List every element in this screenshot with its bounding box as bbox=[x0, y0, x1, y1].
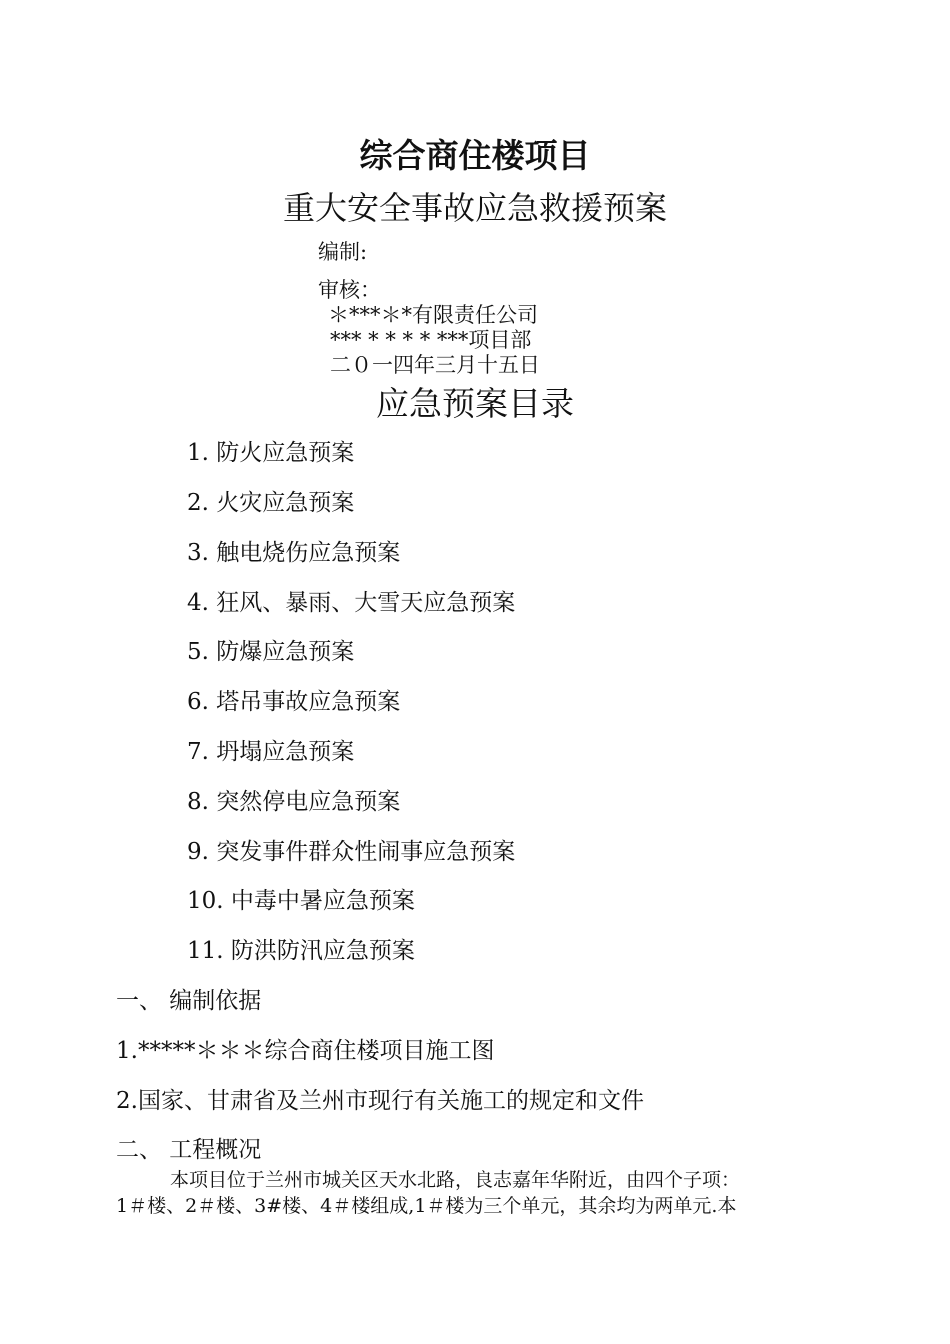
toc-item: 1. 防火应急预案 bbox=[187, 440, 355, 466]
section-item: 2.国家、甘肃省及兰州市现行有关施工的规定和文件 bbox=[116, 1088, 644, 1114]
toc-item: 2. 火灾应急预案 bbox=[187, 490, 355, 516]
section-heading: 二、 工程概况 bbox=[116, 1137, 262, 1163]
section-item: 1.*****＊＊＊综合商住楼项目施工图 bbox=[116, 1038, 495, 1064]
toc-item: 9. 突发事件群众性闹事应急预案 bbox=[187, 839, 516, 865]
toc-item: 5. 防爆应急预案 bbox=[187, 639, 355, 665]
toc-item: 8. 突然停电应急预案 bbox=[187, 789, 401, 815]
section-heading: 一、 编制依据 bbox=[116, 988, 262, 1014]
toc-item: 7. 坍塌应急预案 bbox=[187, 739, 355, 765]
company-name: ＊***＊*有限责任公司 bbox=[328, 303, 538, 327]
paragraph-line: 1＃楼、2＃楼、3#楼、4＃楼组成,1＃楼为三个单元，其余均为两单元.本 bbox=[116, 1195, 737, 1217]
document-date: 二０一四年三月十五日 bbox=[330, 353, 540, 377]
toc-item: 3. 触电烧伤应急预案 bbox=[187, 540, 401, 566]
toc-item: 10. 中毒中暑应急预案 bbox=[187, 888, 415, 914]
toc-item: 11. 防洪防汛应急预案 bbox=[187, 938, 415, 964]
document-title: 综合商住楼项目 bbox=[359, 136, 591, 175]
paragraph-line: 本项目位于兰州市城关区天水北路，良志嘉年华附近，由四个子项： bbox=[170, 1169, 741, 1191]
toc-title: 应急预案目录 bbox=[376, 384, 574, 423]
compiled-by-label: 编制: bbox=[318, 240, 368, 264]
toc-item: 6. 塔吊事故应急预案 bbox=[187, 689, 401, 715]
project-dept: *** * * * * ***项目部 bbox=[330, 328, 532, 352]
document-subtitle: 重大安全事故应急救援预案 bbox=[282, 189, 667, 227]
reviewed-by-label: 审核： bbox=[318, 278, 381, 302]
toc-item: 4. 狂风、暴雨、大雪天应急预案 bbox=[187, 590, 516, 616]
